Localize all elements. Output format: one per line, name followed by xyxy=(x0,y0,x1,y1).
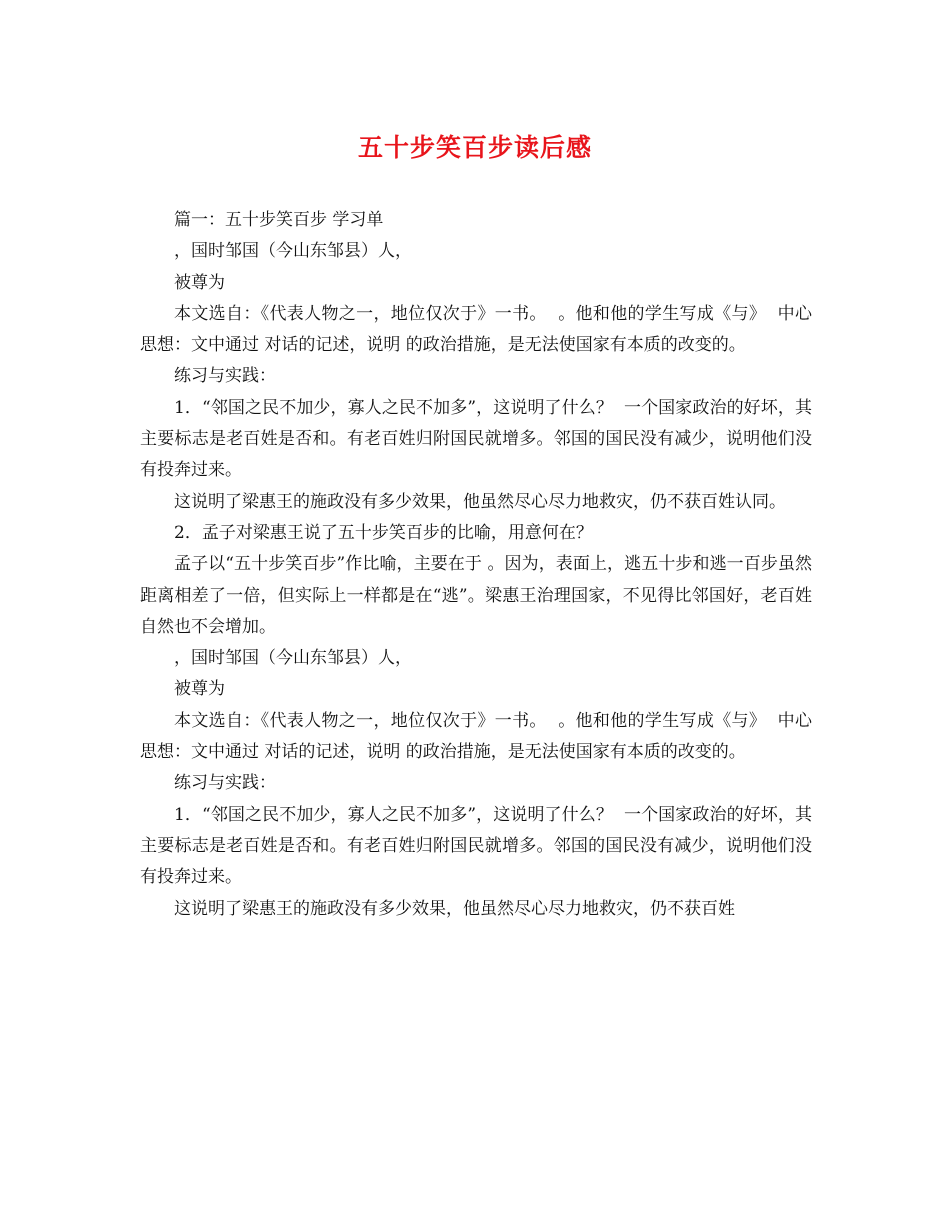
paragraph: 本文选自：《代表人物之一，地位仅次于》一书。 。他和他的学生写成《与》 中心思想：文中通过 对话的记述，说明 的政治措施，是无法使国家有本质的改变的。 xyxy=(140,303,812,356)
paragraph: ，国时邹国（今山东邹县）人， xyxy=(174,648,412,669)
paragraph: 练习与实践： xyxy=(174,773,276,794)
paragraph: 练习与实践： xyxy=(174,366,276,387)
paragraph: 孟子以“五十步笑百步”作比喻，主要在于 。因为，表面上，逃五十步和逃一百步虽然距离相差了一倍，但实际上一样都是在“逃”。梁惠王治理国家，不见得比邻国好，老百姓自然也不会增加。 xyxy=(140,554,812,637)
paragraph: 1．“邻国之民不加少，寡人之民不加多”，这说明了什么？ 一个国家政治的好坏，其主要标志是老百姓是否和。有老百姓归附国民就增多。邻国的国民没有减少，说明他们没有投奔过来。 xyxy=(140,397,812,481)
paragraph: 篇一：五十步笑百步 学习单 xyxy=(174,210,384,230)
paragraph: ，国时邹国（今山东邹县）人， xyxy=(174,241,412,262)
paragraph: 这说明了梁惠王的施政没有多少效果，他虽然尽心尽力地救灾，仍不获百姓 xyxy=(174,898,735,919)
paragraph: 被尊为 xyxy=(174,272,225,293)
paragraph: 这说明了梁惠王的施政没有多少效果，他虽然尽心尽力地救灾，仍不获百姓认同。 xyxy=(174,491,786,512)
paragraph: 被尊为 xyxy=(174,679,225,700)
document-body xyxy=(140,205,812,925)
paragraph: 本文选自：《代表人物之一，地位仅次于》一书。 。他和他的学生写成《与》 中心思想：文中通过 对话的记述，说明 的政治措施，是无法使国家有本质的改变的。 xyxy=(140,710,812,763)
paragraph: 1．“邻国之民不加少，寡人之民不加多”，这说明了什么？ 一个国家政治的好坏，其主要标志是老百姓是否和。有老百姓归附国民就增多。邻国的国民没有减少，说明他们没有投奔过来。 xyxy=(140,804,812,888)
document-title: 五十步笑百步读后感 xyxy=(357,133,592,162)
paragraph: 2．孟子对梁惠王说了五十步笑百步的比喻，用意何在？ xyxy=(174,522,593,543)
